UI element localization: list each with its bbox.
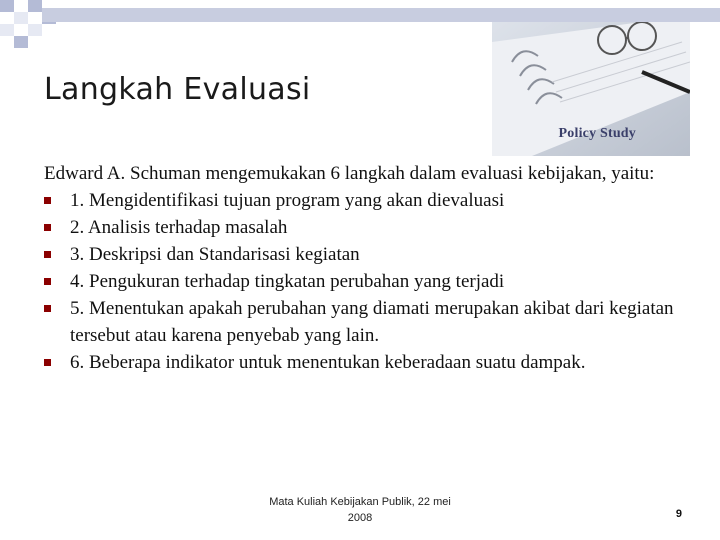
footer-line-2: 2008 [347, 512, 373, 524]
slide-body [44, 160, 684, 376]
list-item-text: 1. Mengidentifikasi tujuan program yang akan dievaluasi [70, 190, 505, 211]
page-number: 9 [675, 508, 682, 520]
square-bullet-icon [44, 305, 51, 312]
header-bar [42, 8, 720, 22]
intro-text: Edward A. Schuman mengemukakan 6 langkah dalam evaluasi kebijakan, yaitu: [44, 163, 655, 184]
list-item [44, 268, 684, 295]
list-item [44, 187, 684, 214]
square-bullet-icon [44, 251, 51, 258]
list-item [44, 349, 684, 376]
square-bullet-icon [44, 224, 51, 231]
slide-title: Langkah Evaluasi [44, 72, 311, 107]
square-bullet-icon [44, 359, 51, 366]
footer-line-1: Mata Kuliah Kebijakan Publik, 22 mei [269, 496, 451, 508]
list-item [44, 241, 684, 268]
list-item-text: 2. Analisis terhadap masalah [70, 217, 288, 238]
list-item-text: 4. Pengukuran terhadap tingkatan perubahan yang terjadi [70, 271, 505, 292]
square-bullet-icon [44, 278, 51, 285]
list-item [44, 295, 684, 349]
slide-footer [245, 494, 475, 526]
list-item [44, 214, 684, 241]
list-item-text: 3. Deskripsi dan Standarisasi kegiatan [70, 244, 360, 265]
list-item-text: 5. Menentukan apakah perubahan yang diamati merupakan akibat dari kegiatan tersebut atau karena penyebab yang lain. [70, 298, 674, 346]
policy-study-image [492, 22, 690, 156]
list-item-text: 6. Beberapa indikator untuk menentukan keberadaan suatu dampak. [70, 352, 586, 373]
step-list [44, 187, 684, 376]
square-bullet-icon [44, 197, 51, 204]
image-caption: Policy Study [558, 126, 636, 141]
